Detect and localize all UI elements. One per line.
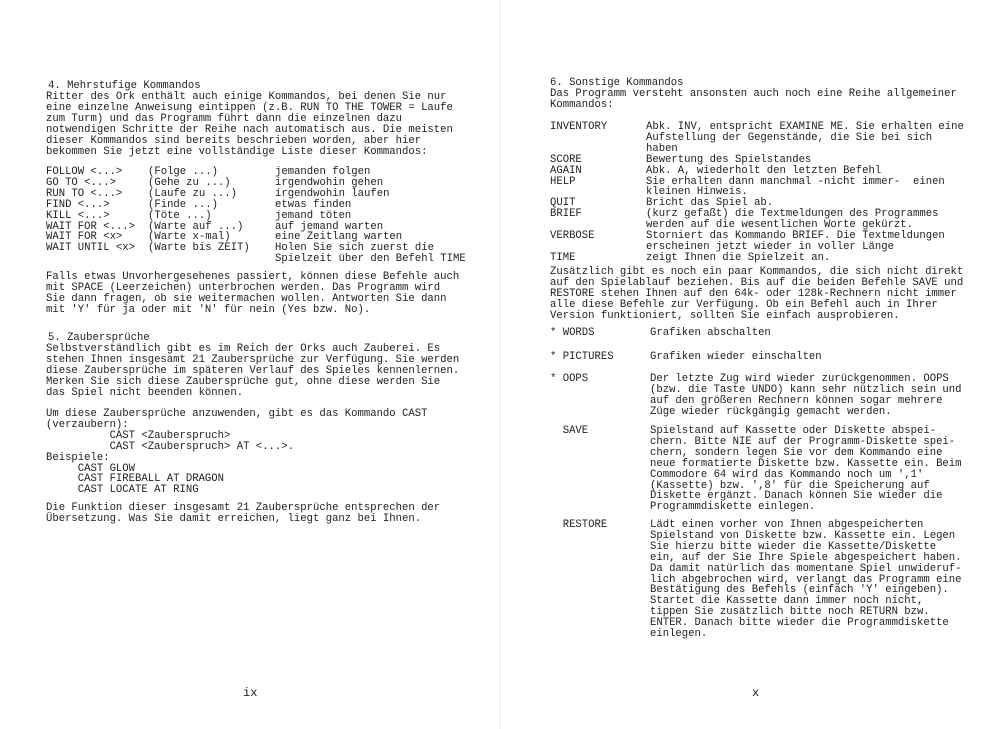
- extra-command-name: RESTORE: [550, 519, 608, 531]
- command-meaning: eine Zeitlang warten: [275, 231, 403, 244]
- general-command-row: [550, 231, 964, 253]
- command-description: zeigt Ihnen die Spielzeit an.: [646, 251, 831, 264]
- multistep-command-row: [46, 200, 466, 211]
- multistep-command-table: [46, 167, 466, 265]
- command-meaning: jemand töten: [275, 209, 352, 222]
- command-name: KILL <...>: [46, 209, 110, 222]
- extra-command-description: Grafiken abschalten: [650, 327, 771, 339]
- section-4-footer: Falls etwas Unvorhergesehenes passiert, können diese Befehle auch mit SPACE (Leerzeichen) unterbrochen werden. Das Programm wird Sie dann fragen, ob sie weitermachen wollen. Antworten Sie dann mit 'Y' für ja oder mit 'N' für nein (Yes bzw. No).: [46, 271, 460, 316]
- command-translation: (Warte bis ZEIT): [148, 242, 250, 255]
- page-number-left: ix: [243, 686, 258, 700]
- command-translation: (Töte ...): [148, 209, 212, 222]
- command-name: FOLLOW <...>: [46, 166, 123, 178]
- extra-command-name: * PICTURES: [550, 351, 614, 363]
- extra-command-name: * WORDS: [550, 327, 595, 339]
- multistep-command-row: [46, 243, 466, 265]
- extra-commands-intro: Zusätzlich gibt es noch ein paar Kommandos, die sich nicht direkt auf den Spielablauf beziehen. Bis auf die beiden Befehle SAVE und RESTORE stehen Ihnen auf den 64k- oder 128k-Rechnern nicht immer alle diese Befehle zur Verfügung. Ob ein Befehl auch in Ihrer Version funktioniert, sollten Sie einfach ausprobieren.: [550, 266, 964, 322]
- cast-usage: Um diese Zaubersprüche anzuwenden, gibt es das Kommando CAST (verzaubern): CAST <Zauberspruch> CAST <Zauberspruch> AT <...>. Beispiele: CAST GLOW CAST FIREBALL AT DRAGON CAST LOCATE AT RING: [46, 408, 428, 497]
- command-name: WAIT FOR <...>: [46, 220, 136, 233]
- command-description: Abk. A, wiederholt den letzten Befehl: [646, 164, 882, 177]
- section-4-heading: 4. Mehrstufige Kommandos: [48, 80, 201, 92]
- command-name: RUN TO <...>: [46, 187, 123, 200]
- section-6-heading: 6. Sonstige Kommandos: [550, 77, 684, 89]
- command-description: Abk. INV, entspricht EXAMINE ME. Sie erhalten eine Aufstellung der Gegenstände, die Sie bei sich haben: [646, 121, 964, 155]
- command-description: Bricht das Spiel ab.: [646, 197, 774, 210]
- command-name: BRIEF: [550, 208, 582, 221]
- section-4-intro: Ritter des Ork enthält auch einige Kommandos, bei denen Sie nur eine einzelne Anweisung eintippen (z.B. RUN TO THE TOWER = Laufe zum Turm) und das Programm führt dann die einzelnen dazu notwendigen Schritte der Reihe nach automatisch aus. Die meisten dieser Kommandos sind bereits beschrieben worden, aber hier bekommen Sie jetzt eine vollständige Liste dieser Kommandos:: [46, 91, 453, 158]
- extra-command-description: Spielstand auf Kassette oder Diskette abspei- chern. Bitte NIE auf der Programm-Diskette spei- chern, sondern legen Sie vor dem Kommando eine neue formatierte Diskette bzw. Kassette ein. Beim Commodore 64 wird das Kommando noch um ',1' (Kassette) bzw. ',8' für die Speicherung auf Diskette ergänzt. Danach können Sie wieder die Programmdiskette einlegen.: [650, 425, 962, 514]
- general-command-row: [550, 177, 964, 199]
- extra-command-description: Lädt einen vorher von Ihnen abgespeicherten Spielstand von Diskette bzw. Kassette ein. Legen Sie hierzu bitte wieder die Kassette/Diskette ein, auf der Sie Ihre Spiele abgespeichert haben. Da damit natürlich das momentane Spiel unwideruf- lich abgebrochen wird, verlangt das Programm eine Bestätigung des Befehls (einfach 'Y' eingeben). Startet die Kassette dann immer noch nicht, tippen Sie zusätzlich bitte noch RETURN bzw. ENTER. Danach bitte wieder die Programmdiskette einlegen.: [650, 519, 962, 641]
- command-name: INVENTORY: [550, 121, 608, 133]
- command-name: VERBOSE: [550, 230, 595, 243]
- command-translation: (Warte x-mal): [148, 231, 231, 244]
- command-description: (kurz gefaßt) die Textmeldungen des Programmes werden auf die wesentlichen Worte gekürzt.: [646, 208, 939, 232]
- page-number-right: x: [752, 686, 760, 700]
- section-5-footer: Die Funktion dieser insgesamt 21 Zaubersprüche entsprechen der Übersetzung. Was Sie damit erreichen, liegt ganz bei Ihnen.: [46, 502, 441, 525]
- command-name: GO TO <...>: [46, 176, 116, 189]
- command-meaning: auf jemand warten: [275, 220, 384, 233]
- extra-command-description: Grafiken wieder einschalten: [650, 351, 822, 363]
- general-command-table: [550, 122, 964, 264]
- section-6-intro: Das Programm versteht ansonsten auch noch eine Reihe allgemeiner Kommandos:: [550, 88, 957, 111]
- command-meaning: irgendwohin laufen: [275, 187, 390, 200]
- command-translation: (Folge ...): [148, 166, 218, 178]
- general-command-row: [550, 166, 964, 177]
- extra-command-description: Der letzte Zug wird wieder zurückgenommen. OOPS (bzw. die Taste UNDO) kann sehr nützlich sein und auf den größeren Rechnern können sogar mehrere Züge wieder rückgängig gemacht werden.: [650, 373, 962, 418]
- command-translation: (Laufe zu ...): [148, 187, 238, 200]
- command-name: FIND <...>: [46, 198, 110, 211]
- right-page: [500, 0, 1000, 729]
- command-translation: (Warte auf ...): [148, 220, 244, 233]
- command-description: Sie erhalten dann manchmal -nicht immer- einen kleinen Hinweis.: [646, 175, 945, 199]
- general-command-row: [550, 209, 964, 231]
- command-name: WAIT FOR <x>: [46, 231, 123, 244]
- general-command-row: [550, 122, 964, 155]
- command-name: SCORE: [550, 153, 582, 166]
- extra-command-name: * OOPS: [550, 373, 589, 385]
- general-command-row: [550, 155, 964, 166]
- command-name: AGAIN: [550, 164, 582, 177]
- command-translation: (Gehe zu ...): [148, 176, 231, 189]
- section-5-intro: Selbstverständlich gibt es im Reich der Orks auch Zauberei. Es stehen Ihnen insgesamt 21 Zaubersprüche zur Verfügung. Sie werden diese Zaubersprüche im späteren Verlauf des Spieles kennenlernen. Merken Sie sich diese Zaubersprüche gut, ohne diese werden Sie das Spiel nicht beenden können.: [46, 343, 460, 399]
- general-command-row: [550, 253, 964, 264]
- command-meaning: Holen Sie sich zuerst die Spielzeit über den Befehl TIME: [275, 242, 466, 266]
- extra-command-name: SAVE: [550, 425, 589, 437]
- section-5-heading: 5. Zaubersprüche: [48, 332, 150, 344]
- multistep-command-row: [46, 211, 466, 222]
- command-description: Storniert das Kommando BRIEF. Die Textmeldungen erscheinen jetzt wieder in voller Länge: [646, 230, 945, 253]
- command-name: TIME: [550, 251, 576, 264]
- command-name: QUIT: [550, 197, 576, 210]
- command-name: HELP: [550, 175, 576, 188]
- command-meaning: irgendwohin gehen: [275, 176, 384, 189]
- command-meaning: etwas finden: [275, 198, 352, 211]
- command-meaning: jemanden folgen: [275, 166, 371, 178]
- command-description: Bewertung des Spielstandes: [646, 153, 812, 166]
- command-translation: (Finde ...): [148, 198, 218, 211]
- command-name: WAIT UNTIL <x>: [46, 242, 136, 255]
